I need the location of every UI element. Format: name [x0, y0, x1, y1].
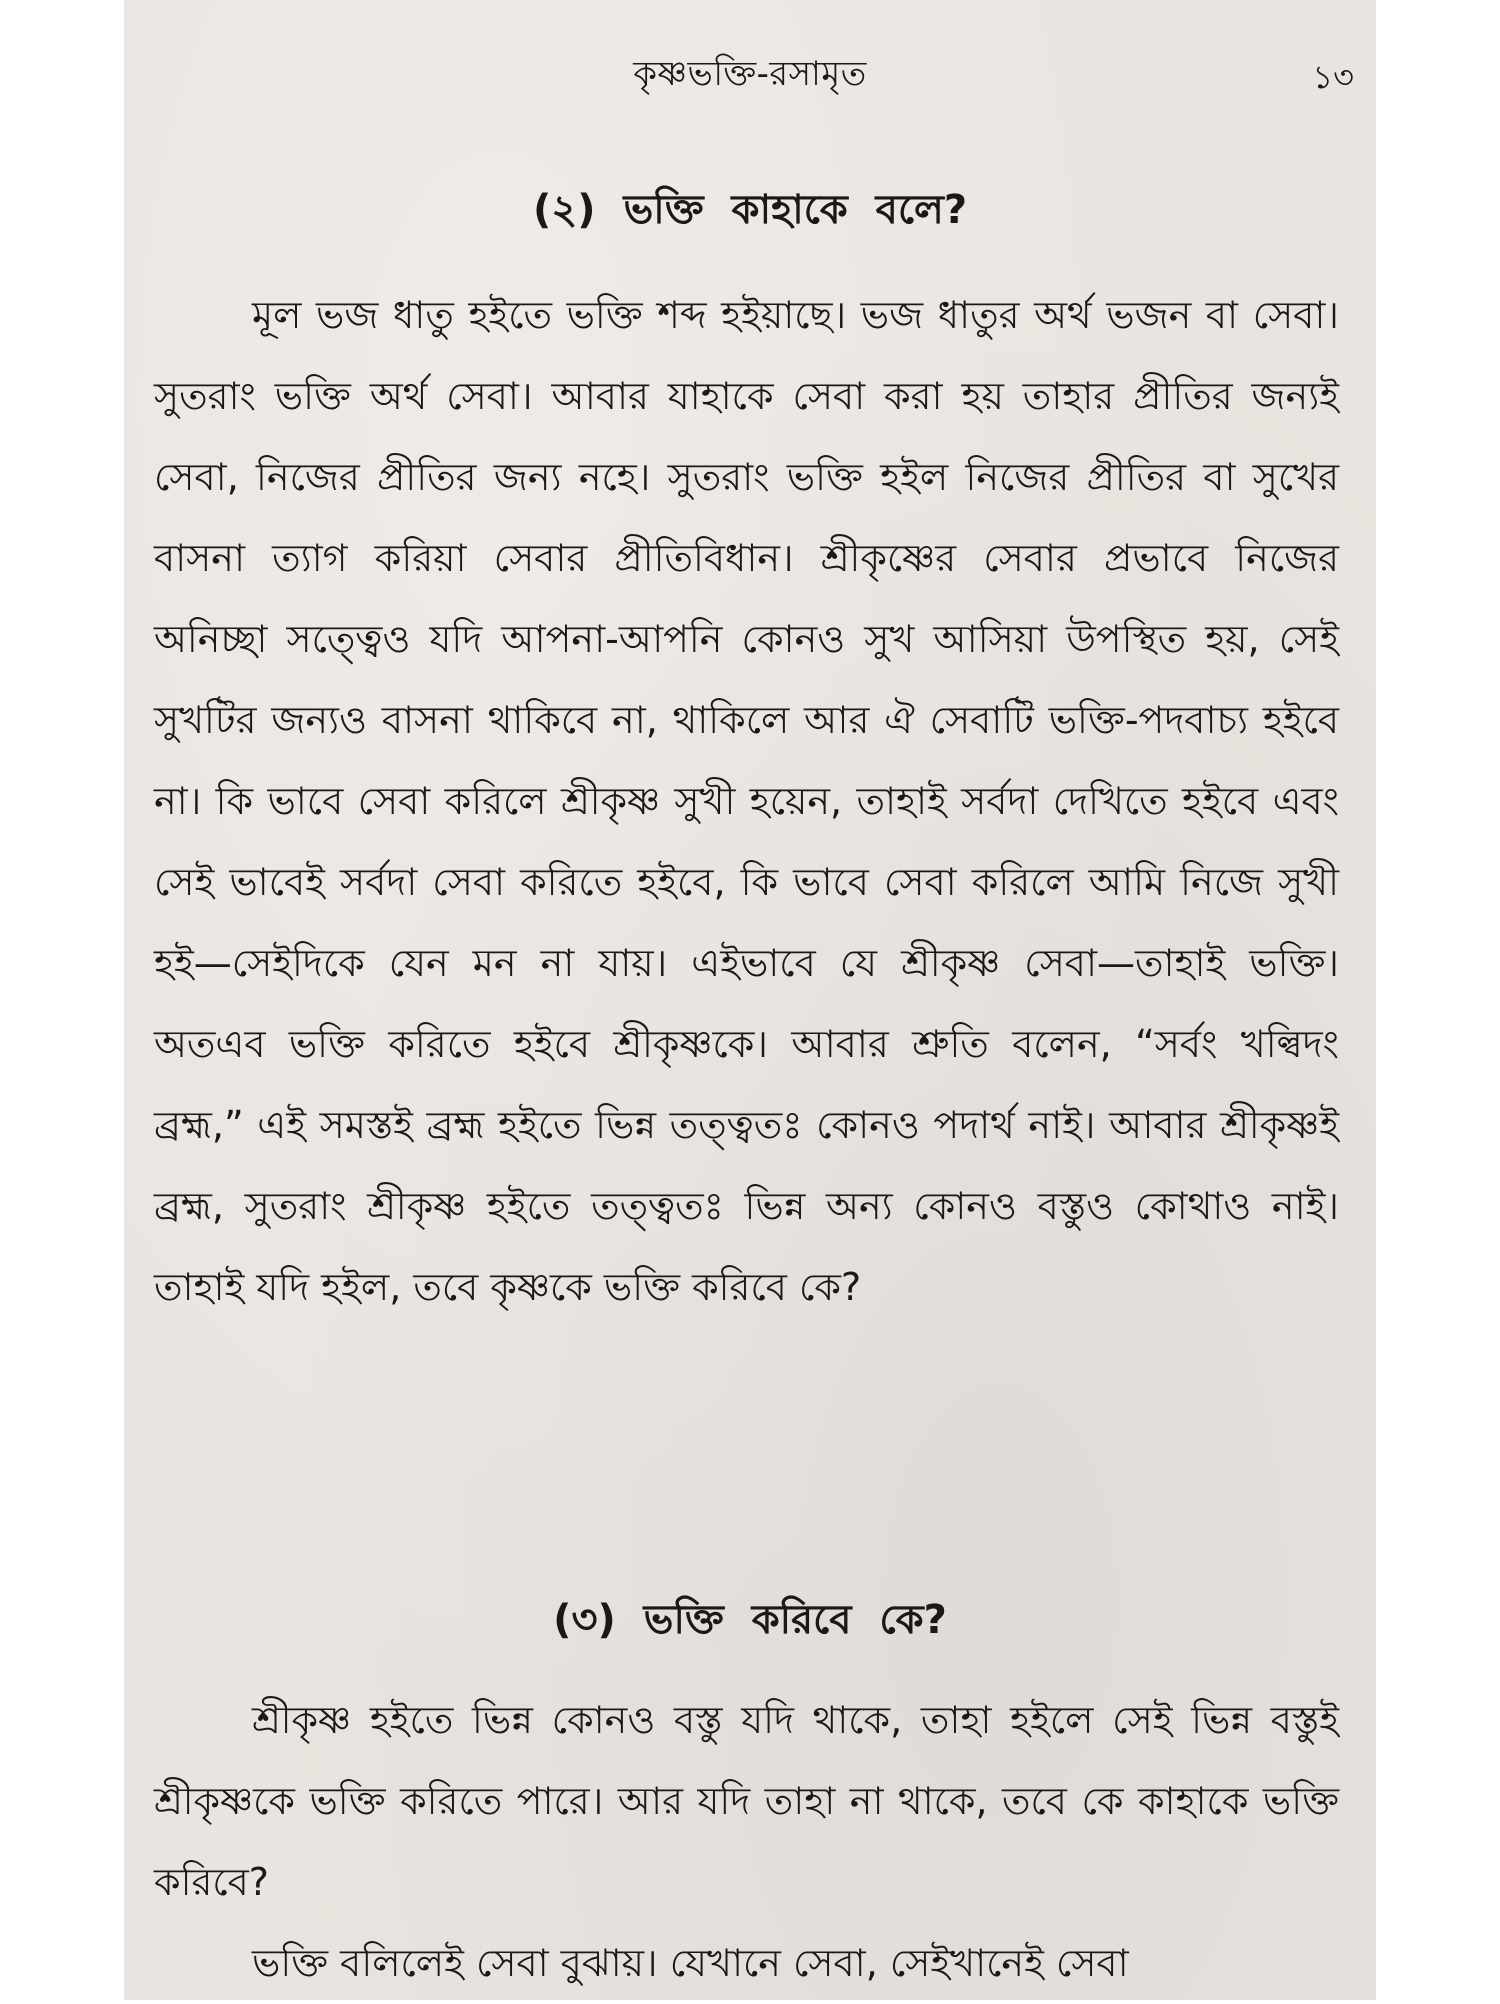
page-number: ১৩	[1312, 58, 1354, 96]
book-page	[124, 0, 1376, 2000]
section-heading: (৩) ভক্তি করিবে কে?	[553, 1597, 947, 1643]
body-paragraph: মূল ভজ ধাতু হইতে ভক্তি শব্দ হইয়াছে। ভজ ধাতুর অর্থ ভজন বা সেবা। সুতরাং ভক্তি অর্থ সেবা। আবার যাহাকে সেবা করা হয় তাহার প্রীতির জন্যই সেবা, নিজের প্রীতির জন্য নহে। সুতরাং ভক্তি হইল নিজের প্রীতির বা সুখের বাসনা ত্যাগ করিয়া সেবার প্রীতিবিধান। শ্রীকৃষ্ণের সেবার প্রভাবে নিজের অনিচ্ছা সত্ত্বেও যদি আপনা-আপনি কোনও সুখ আসিয়া উপস্থিত হয়, সেই সুখটির জন্যও বাসনা থাকিবে না, থাকিলে আর ঐ সেবাটি ভক্তি-পদবাচ্য হইবে না। কি ভাবে সেবা করিলে শ্রীকৃষ্ণ সুখী হয়েন, তাহাই সর্বদা দেখিতে হইবে এবং সেই ভাবেই সর্বদা সেবা করিতে হইবে, কি ভাবে সেবা করিলে আমি নিজে সুখী হই—সেইদিকে যেন মন না যায়। এইভাবে যে শ্রীকৃষ্ণ সেবা—তাহাই ভক্তি। অতএব ভক্তি করিতে হইবে শ্রীকৃষ্ণকে। আবার শ্রুতি বলেন, “সর্বং খল্বিদং ব্রহ্ম,” এই সমস্তই ব্রহ্ম হইতে ভিন্ন তত্ত্বতঃ কোনও পদার্থ নাই। আবার শ্রীকৃষ্ণই ব্রহ্ম, সুতরাং শ্রীকৃষ্ণ হইতে তত্ত্বতঃ ভিন্ন অন্য কোনও বস্তুও কোথাও নাই। তাহাই যদি হইল, তবে কৃষ্ণকে ভক্তি করিবে কে?	[154, 293, 1339, 1309]
body-paragraph: ভক্তি বলিলেই সেবা বুঝায়। যেখানে সেবা, সেইখানেই সেবা	[252, 1941, 1129, 1985]
section-heading: (২) ভক্তি কাহাকে বলে?	[532, 187, 968, 233]
running-title: কৃষ্ণভক্তি-রসামৃত	[633, 54, 867, 94]
body-paragraph: শ্রীকৃষ্ণ হইতে ভিন্ন কোনও বস্তু যদি থাকে, তাহা হইলে সেই ভিন্ন বস্তুই শ্রীকৃষ্ণকে ভক্তি করিতে পারে। আর যদি তাহা না থাকে, তবে কে কাহাকে ভক্তি করিবে?	[154, 1698, 1339, 1904]
